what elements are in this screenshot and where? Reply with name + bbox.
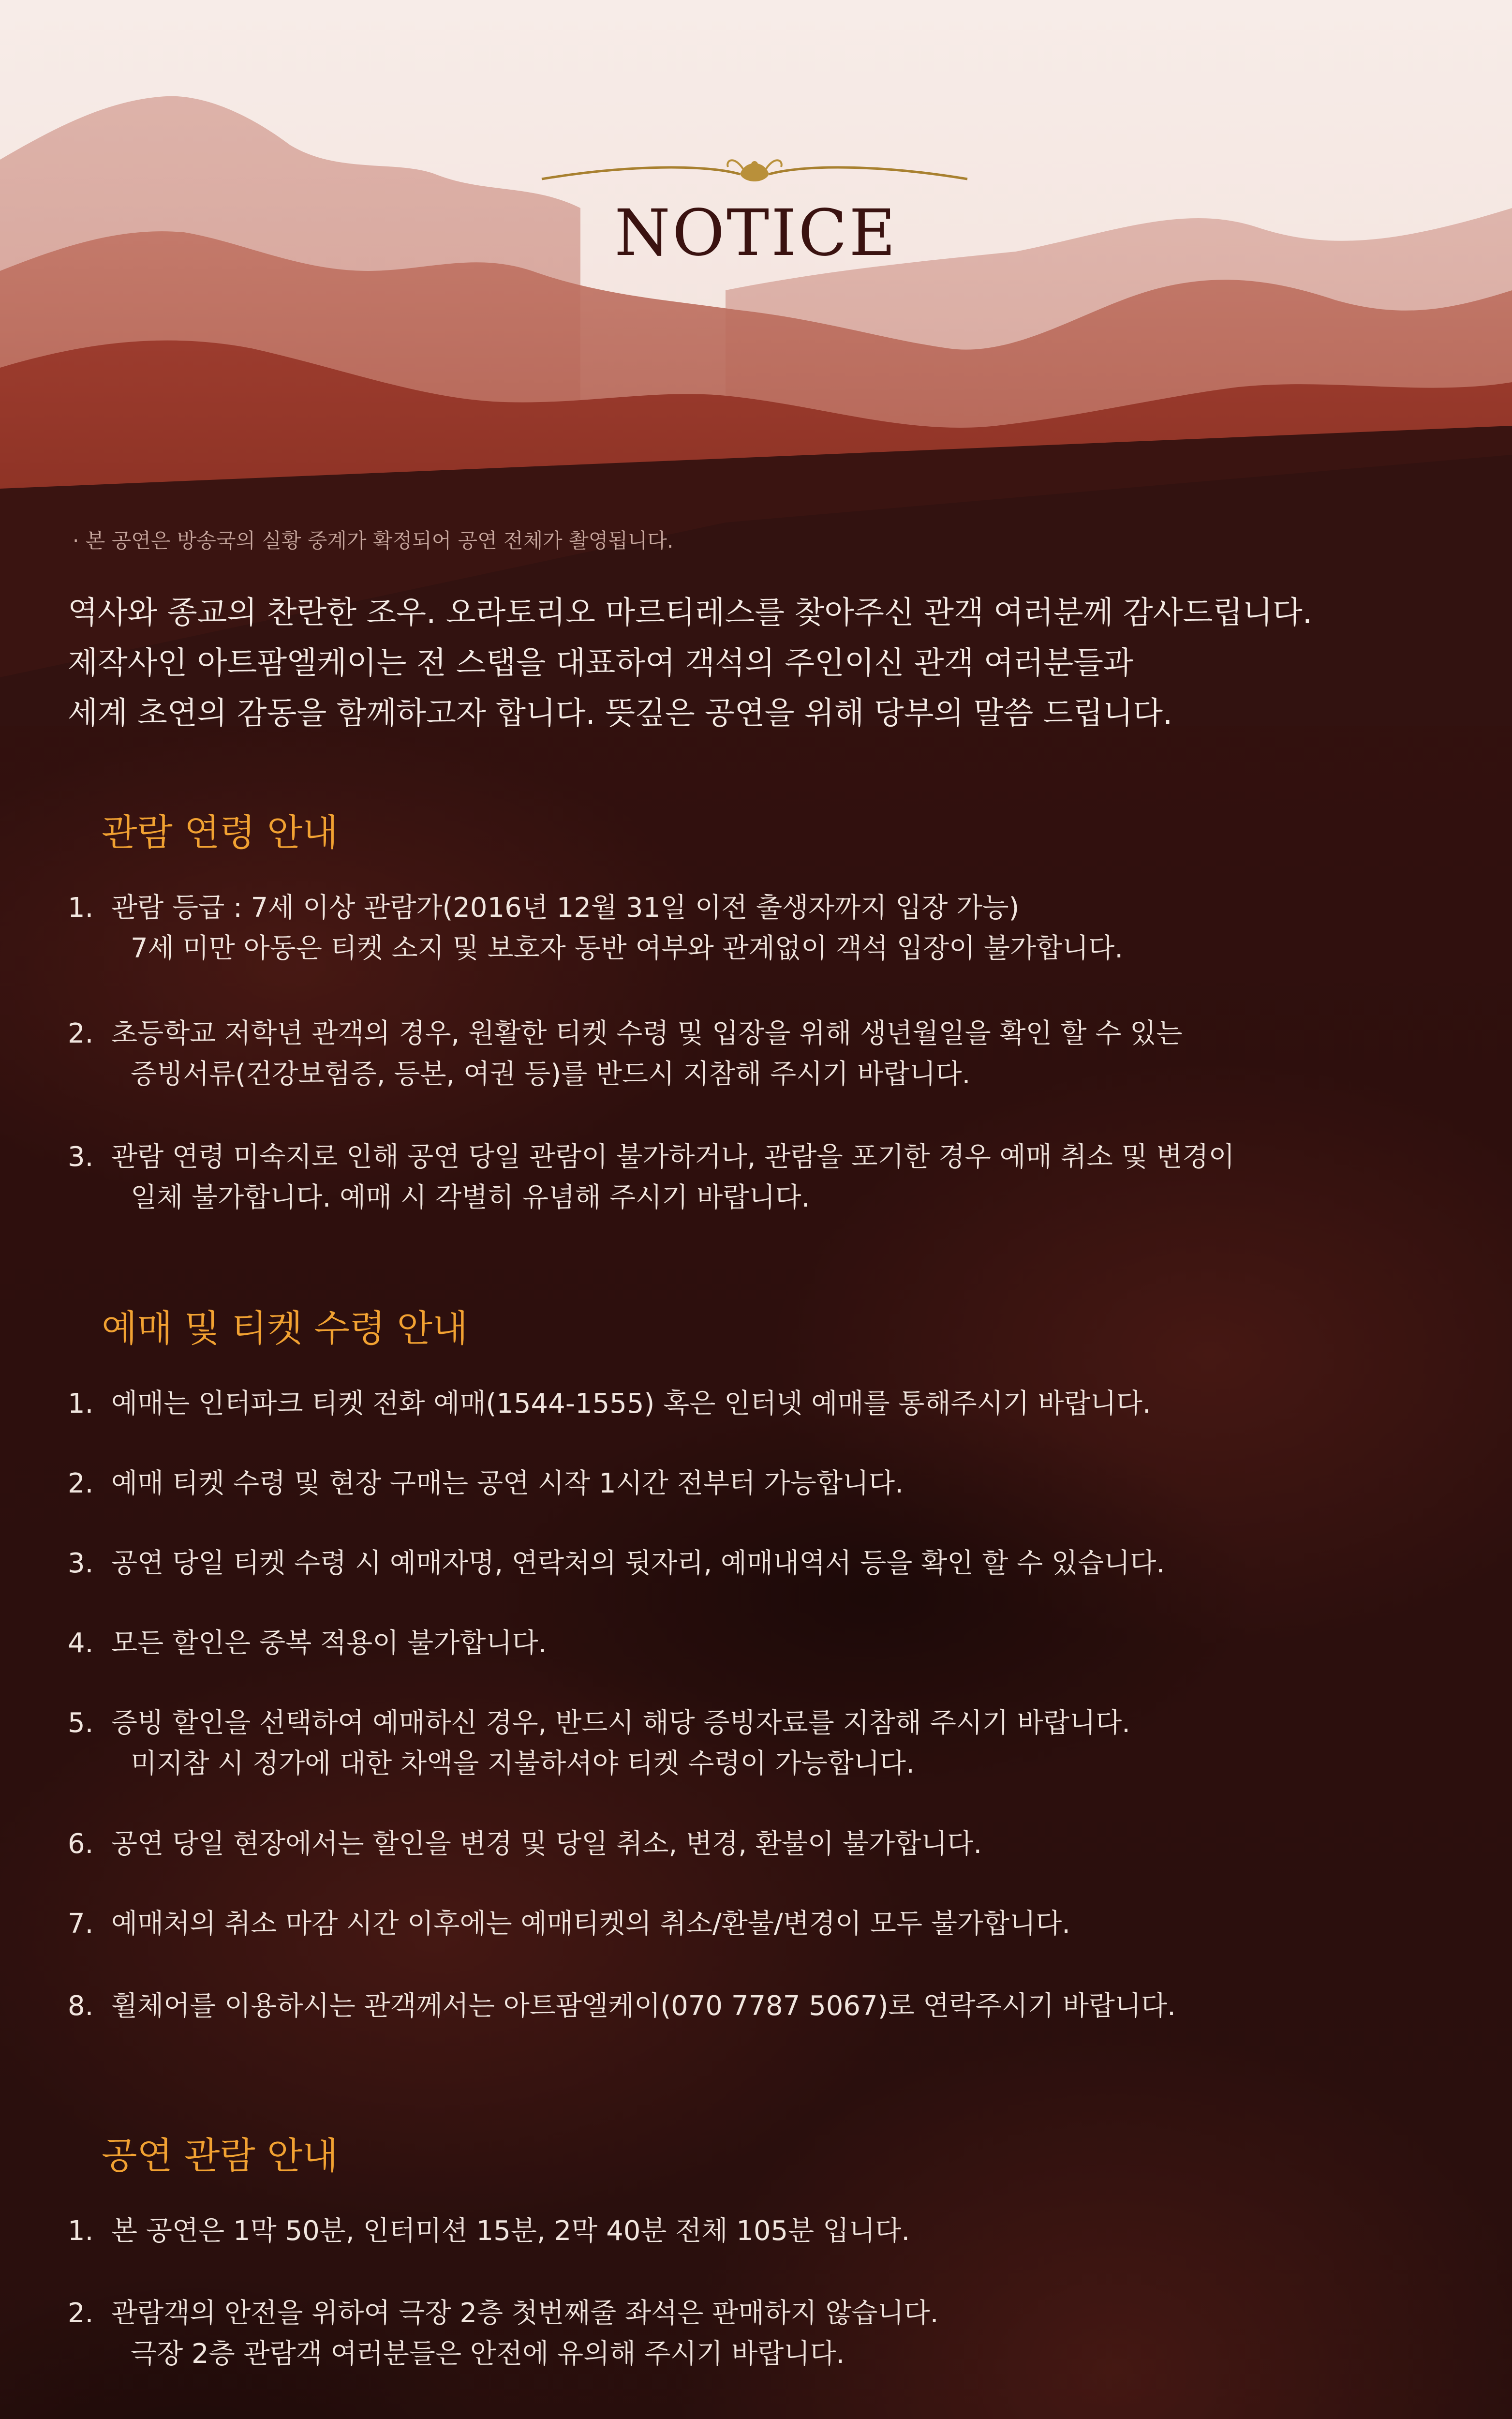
- item-number: 1.: [68, 892, 94, 924]
- item-number: 7.: [68, 1908, 94, 1940]
- item-text: 휠체어를 이용하시는 관객께서는 아트팜엘케이(070 7787 5067)로 연락주시기 바랍니다.: [111, 1990, 1176, 2022]
- item-text: 증빙서류(건강보험증, 등본, 여권 등)를 반드시 지참해 주시기 바랍니다.: [131, 1059, 971, 1090]
- item-text: 일체 불가합니다. 예매 시 각별히 유념해 주시기 바랍니다.: [131, 1182, 810, 1213]
- item-text: 미지참 시 정가에 대한 차액을 지불하셔야 티켓 수령이 가능합니다.: [131, 1748, 915, 1779]
- item-text: 관람 연령 미숙지로 인해 공연 당일 관람이 불가하거나, 관람을 포기한 경우 예매 취소 및 변경이: [111, 1141, 1235, 1173]
- page-title: NOTICE: [614, 196, 898, 270]
- ornament-flourish-icon: [532, 145, 977, 203]
- item-text: 예매처의 취소 마감 시간 이후에는 예매티켓의 취소/환불/변경이 모두 불가합니다.: [111, 1908, 1071, 1940]
- section-title: 관람 연령 안내: [102, 811, 338, 854]
- item-text: 모든 할인은 중복 적용이 불가합니다.: [111, 1628, 547, 1659]
- item-number: 2.: [68, 1018, 94, 1049]
- item-text: 관람객의 안전을 위하여 극장 2층 첫번째줄 좌석은 판매하지 않습니다.: [111, 2298, 939, 2329]
- section-title: 예매 및 티켓 수령 안내: [102, 1307, 468, 1350]
- item-text: 관람 등급 : 7세 이상 관람가(2016년 12월 31일 이전 출생자까지 입장 가능): [111, 892, 1020, 924]
- item-text: 7세 미만 아동은 티켓 소지 및 보호자 동반 여부와 관계없이 객석 입장이 불가합니다.: [131, 933, 1124, 964]
- item-text: [111, 2417, 912, 2419]
- item-number: 8.: [68, 1990, 94, 2022]
- item-number: 2.: [68, 1468, 94, 1499]
- item-number: 6.: [68, 1828, 94, 1860]
- item-text: 예매 티켓 수령 및 현장 구매는 공연 시작 1시간 전부터 가능합니다.: [111, 1468, 904, 1499]
- item-number: 5.: [68, 1707, 94, 1739]
- item-text: 증빙 할인을 선택하여 예매하신 경우, 반드시 해당 증빙자료를 지참해 주시기 바랍니다.: [111, 1707, 1130, 1739]
- item-number: 1.: [68, 1388, 94, 1419]
- broadcast-note: · 본 공연은 방송국의 실황 중계가 확정되어 공연 전체가 촬영됩니다.: [73, 529, 674, 552]
- item-number: 3.: [68, 1141, 94, 1173]
- item-text: 본 공연은 1막 50분, 인터미션 15분, 2막 40분 전체 105분 입니다.: [111, 2215, 910, 2247]
- item-text: 극장 2층 관람객 여러분들은 안전에 유의해 주시기 바랍니다.: [131, 2338, 845, 2370]
- item-number: 3.: [68, 1548, 94, 1579]
- intro-line: 세계 초연의 감동을 함께하고자 합니다. 뜻깊은 공연을 위해 당부의 말씀 드립니다.: [68, 696, 1173, 732]
- item-text: 초등학교 저학년 관객의 경우, 원활한 티켓 수령 및 입장을 위해 생년월일을 확인 할 수 있는: [111, 1018, 1183, 1049]
- intro-paragraph: [68, 588, 1470, 739]
- intro-line: 제작사인 아트팜엘케이는 전 스탭을 대표하여 객석의 주인이신 관객 여러분들과: [68, 645, 1133, 681]
- item-text: 예매는 인터파크 티켓 전화 예매(1544-1555) 혹은 인터넷 예매를 통해주시기 바랍니다.: [111, 1388, 1151, 1419]
- item-text: 공연 당일 티켓 수령 시 예매자명, 연락처의 뒷자리, 예매내역서 등을 확인 할 수 있습니다.: [111, 1548, 1165, 1579]
- item-number: 2.: [68, 2298, 94, 2329]
- item-number: 4.: [68, 1628, 94, 1659]
- item-text: 공연 당일 현장에서는 할인을 변경 및 당일 취소, 변경, 환불이 불가합니다.: [111, 1828, 982, 1860]
- section-title: 공연 관람 안내: [102, 2134, 338, 2177]
- item-number: 1.: [68, 2215, 94, 2247]
- item-number: [68, 2417, 111, 2419]
- intro-line: 역사와 종교의 찬란한 조우. 오라토리오 마르티레스를 찾아주신 관객 여러분께 감사드립니다.: [68, 595, 1313, 631]
